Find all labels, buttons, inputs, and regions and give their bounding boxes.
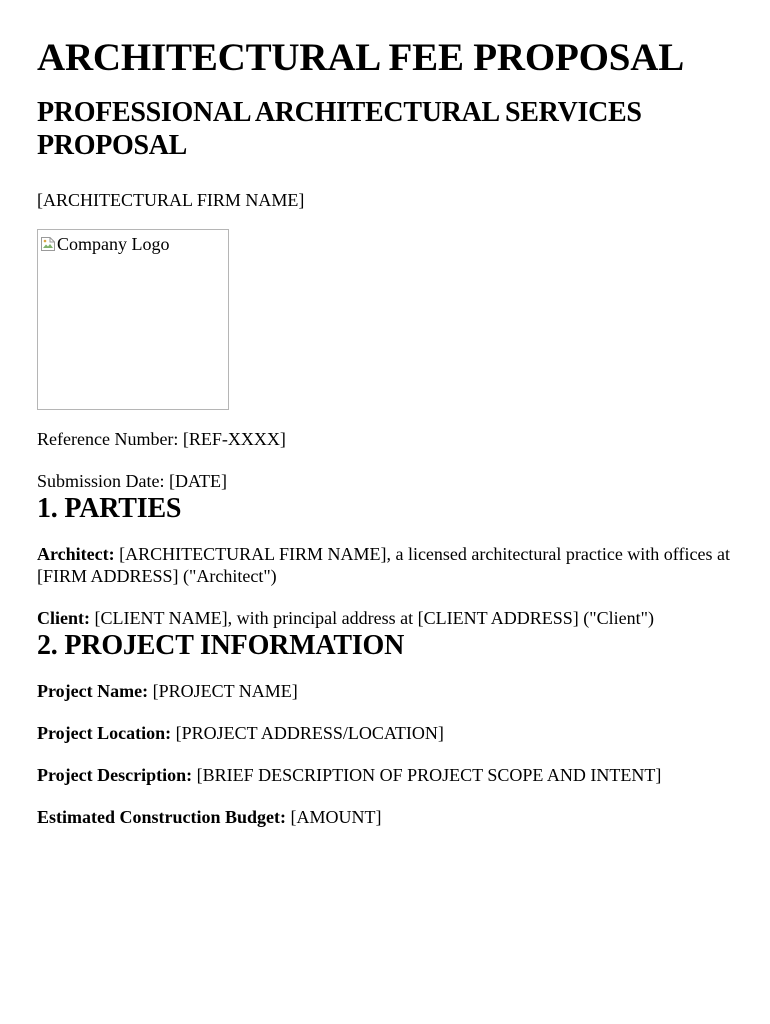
project-location-value: [PROJECT ADDRESS/LOCATION]: [171, 723, 444, 743]
construction-budget-value: [AMOUNT]: [286, 807, 382, 827]
firm-name: [ARCHITECTURAL FIRM NAME]: [37, 190, 305, 210]
architect-paragraph: [37, 543, 734, 587]
architect-text: [ARCHITECTURAL FIRM NAME], a licensed architectural practice with offices at [FIRM ADDRESS] ("Architect"): [37, 544, 730, 586]
broken-image-icon: [40, 235, 56, 251]
client-text: [CLIENT NAME], with principal address at [CLIENT ADDRESS] ("Client"): [90, 608, 654, 628]
construction-budget-label: Estimated Construction Budget:: [37, 807, 287, 827]
company-logo-placeholder: [37, 229, 229, 410]
project-location-paragraph: [37, 722, 734, 744]
submission-date: Submission Date: [DATE]: [37, 471, 227, 491]
reference-number: Reference Number: [REF-XXXX]: [37, 429, 286, 449]
project-description-paragraph: [37, 764, 734, 786]
section-heading-project-information: 2. PROJECT INFORMATION: [37, 630, 405, 661]
client-paragraph: [37, 607, 734, 629]
project-name-paragraph: [37, 680, 734, 702]
construction-budget-paragraph: [37, 806, 734, 828]
architect-label: Architect:: [37, 544, 115, 564]
client-label: Client:: [37, 608, 90, 628]
logo-alt-text: Company Logo: [57, 234, 170, 254]
project-location-label: Project Location:: [37, 723, 172, 743]
project-name-value: [PROJECT NAME]: [148, 681, 298, 701]
project-name-label: Project Name:: [37, 681, 149, 701]
section-heading-parties: 1. PARTIES: [37, 493, 182, 524]
document-subtitle: PROFESSIONAL ARCHITECTURAL SERVICES PROPOSAL: [37, 97, 642, 161]
document-title: ARCHITECTURAL FEE PROPOSAL: [37, 36, 685, 79]
project-description-label: Project Description:: [37, 765, 193, 785]
logo-alt: [40, 233, 170, 255]
project-description-value: [BRIEF DESCRIPTION OF PROJECT SCOPE AND INTENT]: [192, 765, 662, 785]
